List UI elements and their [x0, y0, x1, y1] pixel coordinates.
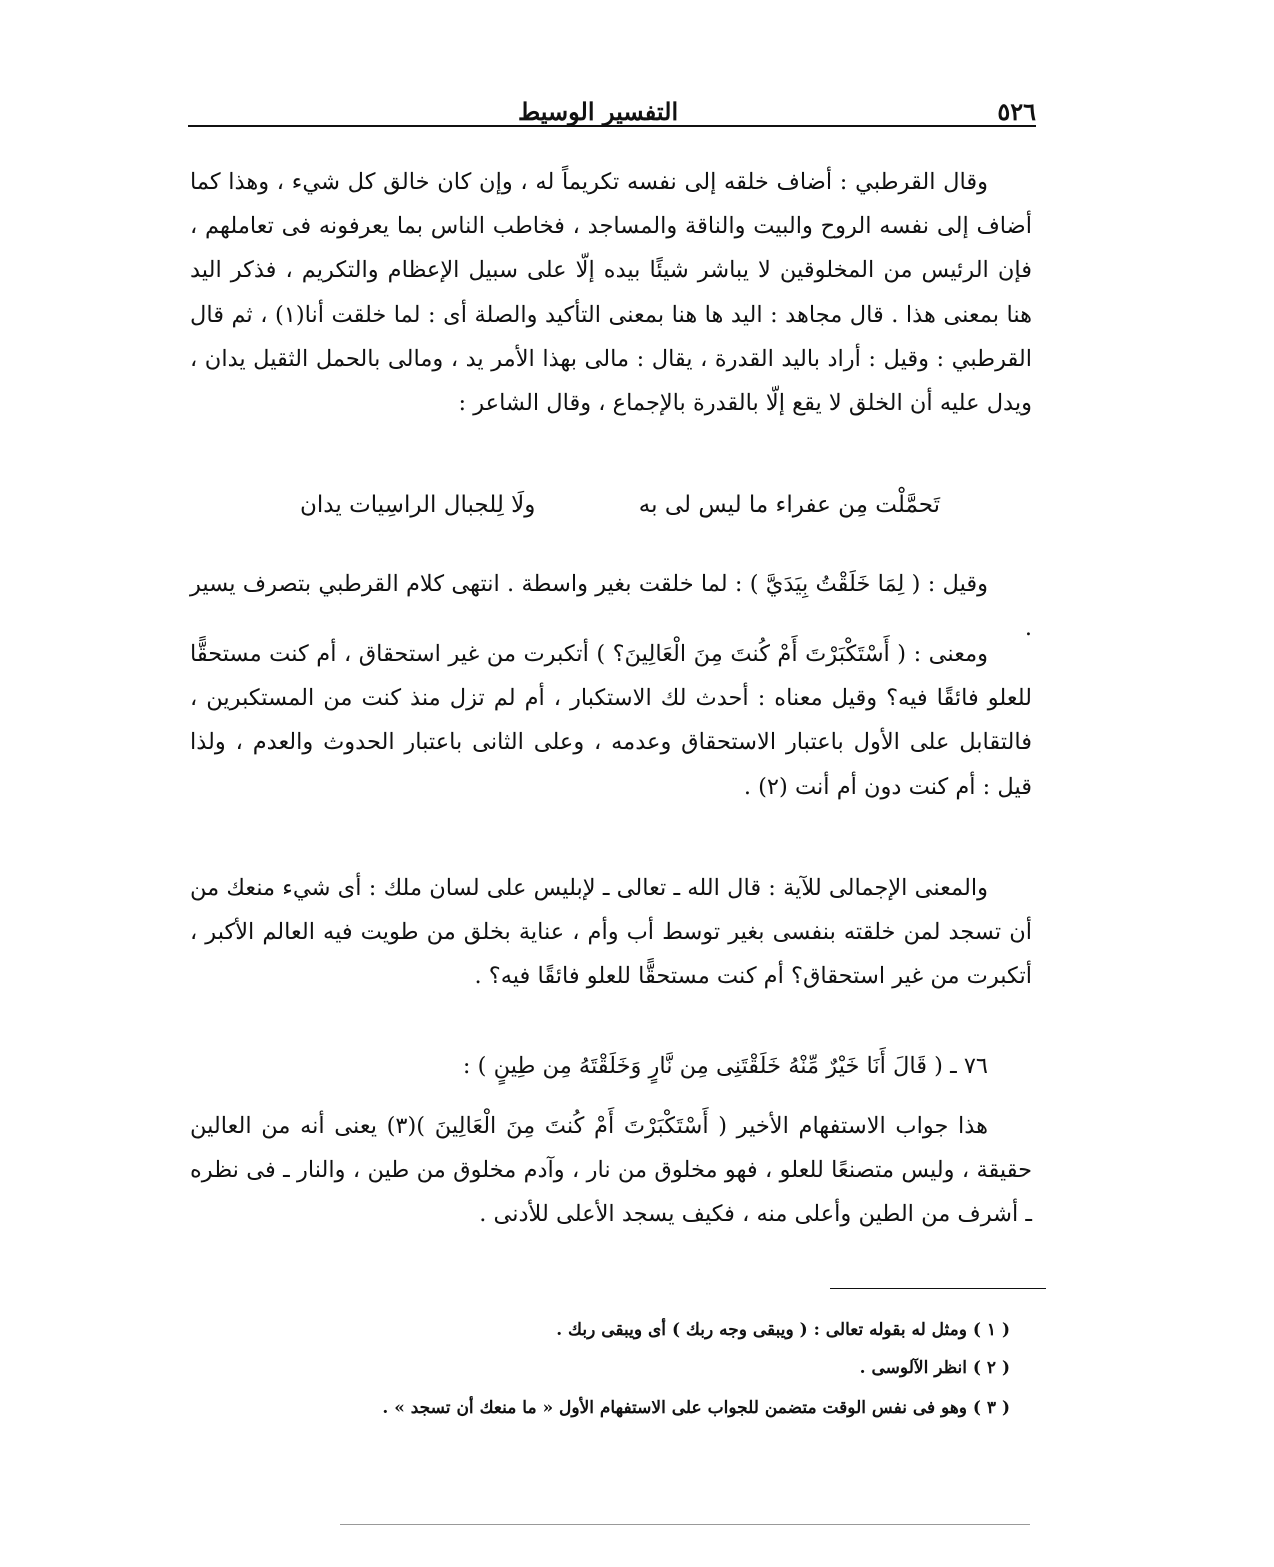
paragraph-meaning: [190, 632, 1032, 809]
header-rule: [188, 125, 1036, 127]
paragraph-text: ٧٦ ـ ( قَالَ أَنَا خَيْرٌ مِّنْهُ خَلَقْتَنِى مِن نَّارٍ وَخَلَقْتَهُ مِن طِينٍ ) :: [462, 1053, 988, 1079]
paragraph-text: والمعنى الإجمالى للآية : قال الله ـ تعالى ـ لإبليس على لسان ملك : أى شيء منعك من أن تسجد لمن خلقته بنفسى بغير توسط أب وأم ، عناية بخلق من طويت فيه العالم الأكبر ، أتكبرت من غير استحقاق؟ أم كنت مستحقًّا للعلو فائقًا فيه؟ .: [190, 875, 1032, 990]
footnote-1: [380, 1318, 1010, 1342]
paragraph-qurtubi: [190, 160, 1032, 425]
footnotes-rule: [830, 1288, 1046, 1289]
paragraph-general-meaning: [190, 866, 1032, 999]
page-number: ٥٢٦: [997, 97, 1036, 126]
poetry-verse: [300, 492, 940, 518]
verse-76-heading: [190, 1044, 1032, 1088]
paragraph-text: وقيل : ( لِمَا خَلَقْتُ بِيَدَيَّ ) : لما خلقت بغير واسطة . انتهى كلام القرطبي بتصرف يسير .: [190, 571, 1032, 642]
footnote-2: [380, 1356, 1010, 1380]
footnote-text: ( ٢ ) انظر الآلوسى .: [859, 1358, 1010, 1378]
page-header: [188, 86, 1036, 126]
bottom-rule: [340, 1524, 1030, 1525]
book-title: التفسير الوسيط: [518, 97, 679, 126]
paragraph-text: هذا جواب الاستفهام الأخير ( أَسْتَكْبَرْتَ أَمْ كُنتَ مِنَ الْعَالِينَ )(٣) يعنى أنه من العالين حقيقة ، وليس متصنعًا للعلو ، فهو مخلوق من نار ، وآدم مخلوق من طين ، والنار ـ فى نظره ـ أشرف من الطين وأعلى منه ، فكيف يسجد الأعلى للأدنى .: [190, 1113, 1032, 1228]
footnote-text: ( ١ ) ومثل له بقوله تعالى : ( ويبقى وجه ربك ) أى ويبقى ربك .: [556, 1320, 1010, 1340]
paragraph-answer: [190, 1104, 1032, 1237]
paragraph-text: وقال القرطبي : أضاف خلقه إلى نفسه تكريماً له ، وإن كان خالق كل شيء ، وهذا كما أضاف إلى نفسه الروح والبيت والناقة والمساجد ، فخاطب الناس بما يعرفونه فى تعاملهم ، فإن الرئيس من المخلوقين لا يباشر شيئًا بيده إلّا على سبيل الإعظام والتكريم ، فذكر اليد هنا بمعنى هذا . قال مجاهد : اليد ها هنا بمعنى التأكيد والصلة أى : لما خلقت أنا(١) ، ثم قال القرطبي : وقيل : أراد باليد القدرة ، يقال : مالى بهذا الأمر يد ، ومالى بالحمل الثقيل يدان ، ويدل عليه أن الخلق لا يقع إلّا بالقدرة بالإجماع ، وقال الشاعر :: [190, 169, 1032, 417]
verse-first-hemistich: تَحمَّلْت مِن عفراء ما ليس لى به: [638, 492, 940, 518]
paragraph-text: ومعنى : ( أَسْتَكْبَرْتَ أَمْ كُنتَ مِنَ الْعَالِينَ؟ ) أتكبرت من غير استحقاق ، أم كنت مستحقًّا للعلو فائقًا فيه؟ وقيل معناه : أحدث لك الاستكبار ، أم لم تزل منذ كنت من المستكبرين ، فالتقابل على الأول باعتبار الاستحقاق وعدمه ، وعلى الثانى باعتبار الحدوث والعدم ، ولذا قيل : أم كنت دون أم أنت (٢) .: [190, 641, 1032, 800]
verse-second-hemistich: ولَا لِلجبال الراسِيات يدان: [300, 492, 536, 518]
footnote-3: [380, 1396, 1010, 1420]
footnote-text: ( ٣ ) وهو فى نفس الوقت متضمن للجواب على الاستفهام الأول « ما منعك أن تسجد » .: [382, 1398, 1010, 1418]
